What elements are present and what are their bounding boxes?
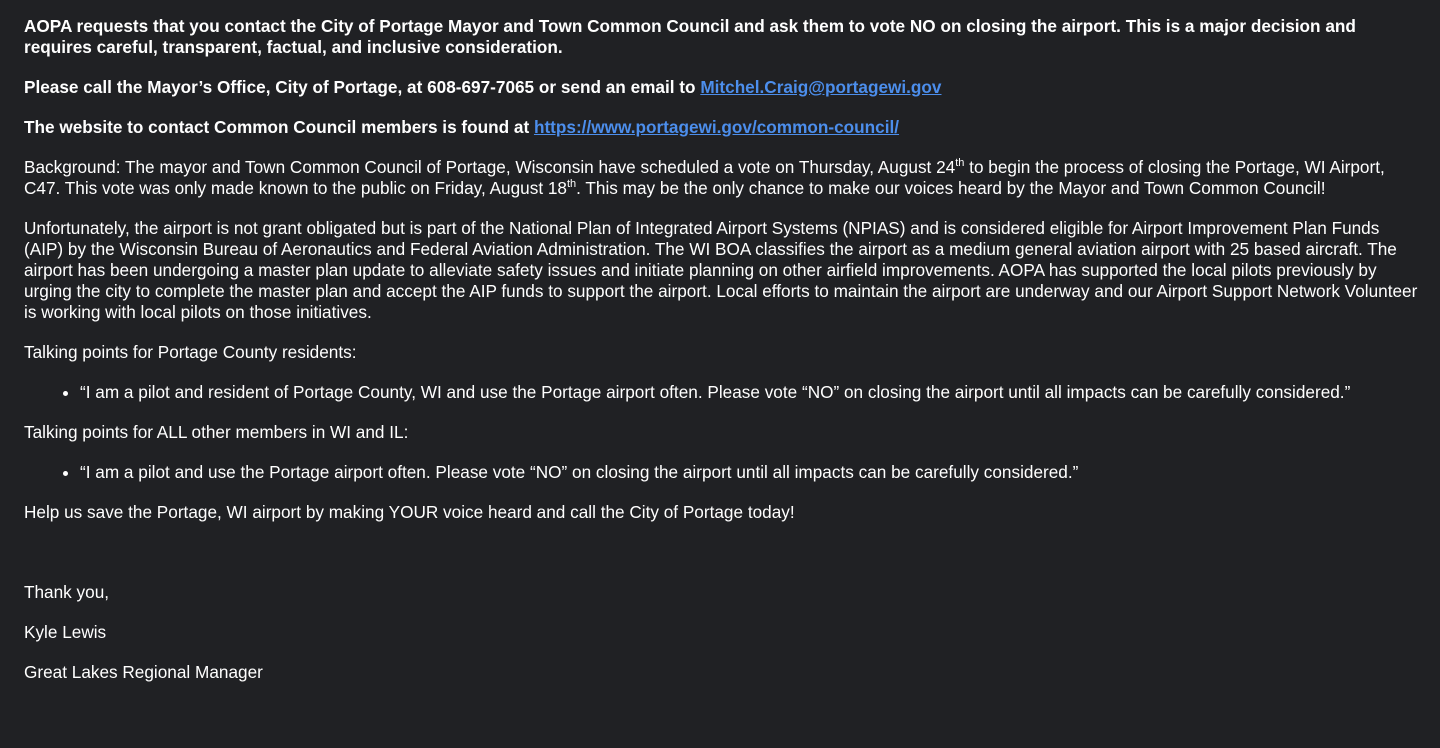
call-text: Please call the Mayor’s Office, City of Portage, at 608-697-7065 or send an email to bbox=[24, 77, 701, 97]
call-paragraph bbox=[24, 77, 1422, 98]
background-sup-2: th bbox=[566, 178, 577, 190]
others-talking-points-heading: Talking points for ALL other members in WI and IL: bbox=[24, 422, 409, 442]
background-paragraph bbox=[24, 157, 1422, 199]
mayor-email-link[interactable]: Mitchel.Craig@portagewi.gov bbox=[700, 77, 942, 97]
signoff-thanks: Thank you, bbox=[24, 582, 110, 602]
signoff-title: Great Lakes Regional Manager bbox=[24, 662, 263, 682]
county-talking-point: • “I am a pilot and resident of Portage County, WI and use the Portage airport often. Please vote “NO” on closing the airport until all impacts can be carefully considered.” bbox=[80, 382, 1422, 403]
county-talking-points-heading: Talking points for Portage County residents: bbox=[24, 342, 357, 362]
background-text-1: Background: The mayor and Town Common Council of Portage, Wisconsin have scheduled a vote on Thursday, August 24 bbox=[24, 157, 956, 177]
county-talking-points-list bbox=[24, 382, 1422, 403]
background-text-3: . This may be the only chance to make our voices heard by the Mayor and Town Common Council! bbox=[576, 178, 1326, 198]
intro-paragraph: AOPA requests that you contact the City of Portage Mayor and Town Common Council and ask them to vote NO on closing the airport. This is a major decision and requires careful, transparent, factual, and inclusive consideration. bbox=[24, 16, 1356, 57]
spacer bbox=[24, 542, 1422, 582]
website-text: The website to contact Common Council members is found at bbox=[24, 117, 534, 137]
signoff-name: Kyle Lewis bbox=[24, 622, 107, 642]
common-council-link[interactable]: https://www.portagewi.gov/common-council/ bbox=[533, 117, 900, 137]
background-text-2: to begin the process of closing the Portage, WI Airport, C47. This vote was only made known to the public on Friday, August 18 bbox=[24, 157, 1385, 198]
call-to-action: Help us save the Portage, WI airport by making YOUR voice heard and call the City of Portage today! bbox=[24, 502, 795, 522]
others-talking-points-list bbox=[24, 462, 1422, 483]
website-paragraph bbox=[24, 117, 1422, 138]
others-talking-point: • “I am a pilot and use the Portage airport often. Please vote “NO” on closing the airport until all impacts can be carefully considered.” bbox=[80, 462, 1422, 483]
unfortunately-paragraph: Unfortunately, the airport is not grant obligated but is part of the National Plan of Integrated Airport Systems (NPIAS) and is considered eligible for Airport Improvement Plan Funds (AIP) by the Wisconsin Bureau of Aeronautics and Federal Aviation Administration. The WI BOA classifies the airport as a medium general aviation airport with 25 based aircraft. The airport has been undergoing a master plan update to alleviate safety issues and initiate planning on other airfield improvements. AOPA has supported the local pilots previously by urging the city to complete the master plan and accept the AIP funds to support the airport. Local efforts to maintain the airport are underway and our Airport Support Network Volunteer is working with local pilots on those initiatives. bbox=[24, 218, 1418, 322]
background-sup-1: th bbox=[955, 157, 965, 169]
